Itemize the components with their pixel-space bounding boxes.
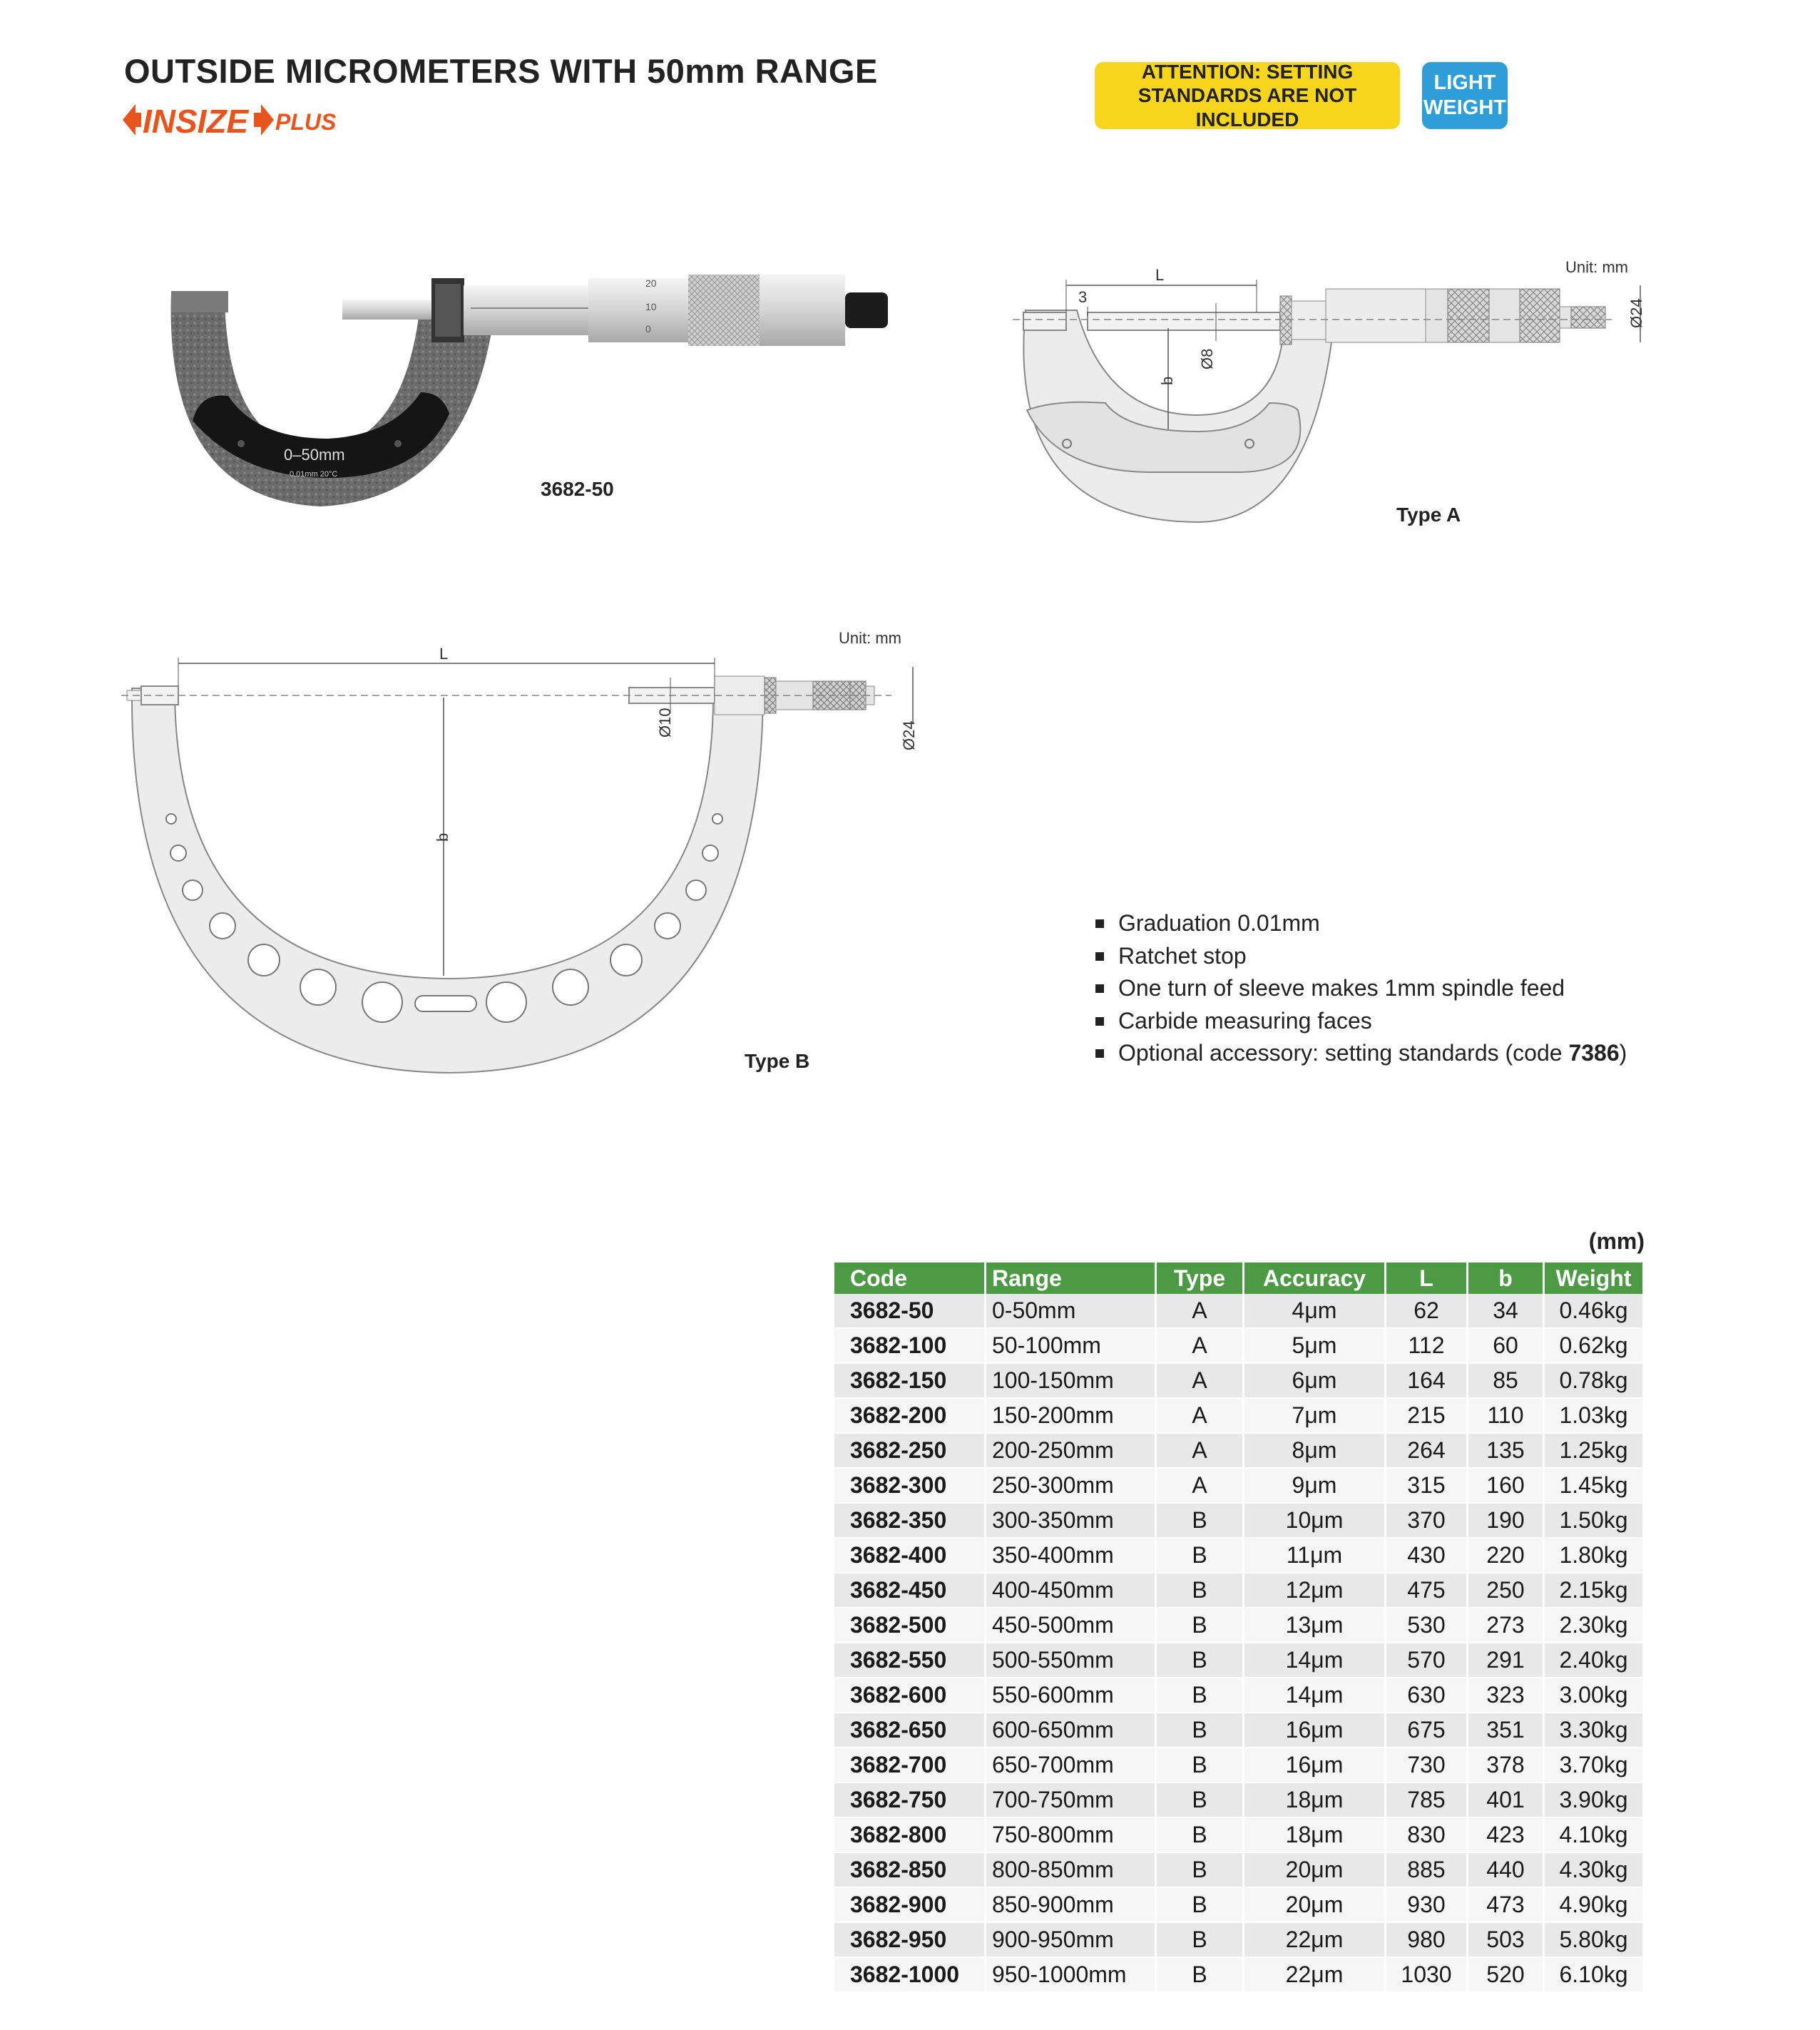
cell-range: 600-650mm [986, 1713, 1156, 1748]
cell-range: 450-500mm [986, 1608, 1156, 1643]
cell-weight: 4.10kg [1544, 1817, 1644, 1852]
cell-type: B [1156, 1503, 1244, 1538]
cell-weight: 1.80kg [1544, 1538, 1644, 1573]
cell-code: 3682-300 [834, 1468, 986, 1503]
cell-L: 315 [1386, 1468, 1468, 1503]
cell-type: B [1156, 1782, 1244, 1817]
cell-weight: 1.03kg [1544, 1398, 1644, 1433]
cell-b: 250 [1468, 1573, 1544, 1608]
cell-code: 3682-800 [834, 1817, 986, 1852]
table-header-row [834, 1263, 1644, 1294]
cell-L: 630 [1386, 1678, 1468, 1713]
cell-type: A [1156, 1468, 1244, 1503]
cell-code: 3682-250 [834, 1433, 986, 1468]
accessory-code: 7386 [1568, 1040, 1620, 1066]
table-row [834, 1433, 1644, 1468]
type-b-caption: Type B [745, 1050, 810, 1072]
cell-L: 885 [1386, 1852, 1468, 1887]
insize-logo [123, 100, 358, 143]
cell-L: 112 [1386, 1328, 1468, 1363]
table-row [834, 1363, 1644, 1398]
type-a-diagram [998, 257, 1655, 528]
cell-b: 220 [1468, 1538, 1544, 1573]
cell-accuracy: 6μm [1244, 1363, 1386, 1398]
cell-L: 370 [1386, 1503, 1468, 1538]
feature-item: One turn of sleeve makes 1mm spindle feed [1095, 972, 1627, 1005]
cell-type: B [1156, 1957, 1244, 1992]
table-row [834, 1538, 1644, 1573]
cell-code: 3682-900 [834, 1887, 986, 1922]
cell-range: 50-100mm [986, 1328, 1156, 1363]
cell-weight: 0.78kg [1544, 1363, 1644, 1398]
cell-b: 473 [1468, 1887, 1544, 1922]
cell-type: B [1156, 1713, 1244, 1748]
type-a-caption: Type A [1396, 504, 1461, 526]
cell-code: 3682-200 [834, 1398, 986, 1433]
cell-weight: 1.25kg [1544, 1433, 1644, 1468]
accessory-prefix: Optional accessory: setting standards (code [1118, 1040, 1569, 1066]
cell-type: A [1156, 1398, 1244, 1433]
cell-range: 100-150mm [986, 1363, 1156, 1398]
cell-L: 215 [1386, 1398, 1468, 1433]
cell-code: 3682-150 [834, 1363, 986, 1398]
cell-L: 264 [1386, 1433, 1468, 1468]
cell-type: B [1156, 1887, 1244, 1922]
cell-weight: 4.90kg [1544, 1887, 1644, 1922]
cell-accuracy: 22μm [1244, 1922, 1386, 1957]
cell-weight: 2.40kg [1544, 1643, 1644, 1678]
cell-range: 850-900mm [986, 1887, 1156, 1922]
cell-code: 3682-1000 [834, 1957, 986, 1992]
light-weight-badge: LIGHT WEIGHT [1422, 62, 1508, 129]
cell-accuracy: 22μm [1244, 1957, 1386, 1992]
type-b-dim-d24: Ø24 [900, 720, 918, 750]
cell-code: 3682-350 [834, 1503, 986, 1538]
type-b-dim-b: b [434, 832, 451, 842]
table-row [834, 1887, 1644, 1922]
col-accuracy: Accuracy [1244, 1263, 1386, 1294]
cell-weight: 2.15kg [1544, 1573, 1644, 1608]
cell-weight: 2.30kg [1544, 1608, 1644, 1643]
feature-item-accessory [1095, 1037, 1627, 1070]
feature-item: Ratchet stop [1095, 940, 1627, 973]
table-row [834, 1817, 1644, 1852]
cell-accuracy: 18μm [1244, 1782, 1386, 1817]
table-row [834, 1957, 1644, 1992]
cell-L: 675 [1386, 1713, 1468, 1748]
cell-code: 3682-750 [834, 1782, 986, 1817]
cell-accuracy: 13μm [1244, 1608, 1386, 1643]
table-row [834, 1713, 1644, 1748]
cell-weight: 0.62kg [1544, 1328, 1644, 1363]
cell-b: 60 [1468, 1328, 1544, 1363]
photo-caption: 3682-50 [541, 478, 614, 500]
cell-b: 34 [1468, 1294, 1544, 1328]
cell-weight: 3.30kg [1544, 1713, 1644, 1748]
table-unit: (mm) [1588, 1228, 1645, 1254]
table-row [834, 1328, 1644, 1363]
type-a-unit: Unit: mm [1565, 258, 1628, 276]
cell-type: B [1156, 1643, 1244, 1678]
cell-range: 0-50mm [986, 1294, 1156, 1328]
cell-b: 273 [1468, 1608, 1544, 1643]
cell-range: 250-300mm [986, 1468, 1156, 1503]
table-row [834, 1468, 1644, 1503]
cell-type: B [1156, 1608, 1244, 1643]
cell-b: 440 [1468, 1852, 1544, 1887]
cell-b: 503 [1468, 1922, 1544, 1957]
cell-accuracy: 18μm [1244, 1817, 1386, 1852]
thimble-scale-0: 0 [645, 323, 651, 335]
cell-accuracy: 7μm [1244, 1398, 1386, 1433]
cell-range: 400-450mm [986, 1573, 1156, 1608]
cell-b: 423 [1468, 1817, 1544, 1852]
cell-code: 3682-700 [834, 1748, 986, 1782]
micrometer-photo [150, 271, 920, 521]
feature-item: Carbide measuring faces [1095, 1005, 1627, 1038]
cell-accuracy: 20μm [1244, 1887, 1386, 1922]
col-type: Type [1156, 1263, 1244, 1294]
cell-code: 3682-650 [834, 1713, 986, 1748]
spec-table [834, 1263, 1645, 1993]
frame-spec-text: 0,01mm 20°C [290, 470, 338, 479]
table-row [834, 1922, 1644, 1957]
cell-accuracy: 9μm [1244, 1468, 1386, 1503]
cell-code: 3682-550 [834, 1643, 986, 1678]
cell-code: 3682-600 [834, 1678, 986, 1713]
thimble-scale-20: 20 [645, 277, 657, 289]
type-a-dim-b: b [1158, 376, 1176, 385]
cell-range: 750-800mm [986, 1817, 1156, 1852]
cell-b: 160 [1468, 1468, 1544, 1503]
cell-b: 135 [1468, 1433, 1544, 1468]
cell-code: 3682-950 [834, 1922, 986, 1957]
cell-range: 500-550mm [986, 1643, 1156, 1678]
cell-weight: 1.50kg [1544, 1503, 1644, 1538]
cell-code: 3682-850 [834, 1852, 986, 1887]
cell-L: 830 [1386, 1817, 1468, 1852]
cell-accuracy: 10μm [1244, 1503, 1386, 1538]
cell-code: 3682-50 [834, 1294, 986, 1328]
cell-L: 570 [1386, 1643, 1468, 1678]
cell-type: B [1156, 1748, 1244, 1782]
cell-b: 351 [1468, 1713, 1544, 1748]
col-b: b [1468, 1263, 1544, 1294]
table-row [834, 1782, 1644, 1817]
cell-weight: 6.10kg [1544, 1957, 1644, 1992]
cell-weight: 3.70kg [1544, 1748, 1644, 1782]
attention-badge: ATTENTION: SETTING STANDARDS ARE NOT INCLUDED [1095, 62, 1400, 129]
cell-L: 730 [1386, 1748, 1468, 1782]
cell-type: B [1156, 1922, 1244, 1957]
thimble-scale-10: 10 [645, 301, 657, 312]
col-L: L [1386, 1263, 1468, 1294]
cell-code: 3682-500 [834, 1608, 986, 1643]
cell-type: A [1156, 1294, 1244, 1328]
type-b-dim-d10: Ø10 [656, 708, 674, 738]
cell-b: 110 [1468, 1398, 1544, 1433]
cell-b: 401 [1468, 1782, 1544, 1817]
accessory-suffix: ) [1619, 1040, 1627, 1066]
cell-accuracy: 20μm [1244, 1852, 1386, 1887]
cell-type: B [1156, 1678, 1244, 1713]
cell-type: B [1156, 1852, 1244, 1887]
cell-L: 785 [1386, 1782, 1468, 1817]
cell-accuracy: 8μm [1244, 1433, 1386, 1468]
cell-weight: 3.90kg [1544, 1782, 1644, 1817]
cell-accuracy: 14μm [1244, 1678, 1386, 1713]
cell-L: 430 [1386, 1538, 1468, 1573]
cell-range: 550-600mm [986, 1678, 1156, 1713]
col-weight: Weight [1544, 1263, 1644, 1294]
cell-b: 291 [1468, 1643, 1544, 1678]
page-title: OUTSIDE MICROMETERS WITH 50mm RANGE [124, 52, 878, 90]
table-row [834, 1398, 1644, 1433]
cell-accuracy: 12μm [1244, 1573, 1386, 1608]
cell-L: 530 [1386, 1608, 1468, 1643]
cell-b: 378 [1468, 1748, 1544, 1782]
cell-weight: 0.46kg [1544, 1294, 1644, 1328]
col-range: Range [986, 1263, 1156, 1294]
cell-weight: 4.30kg [1544, 1852, 1644, 1887]
cell-type: B [1156, 1817, 1244, 1852]
cell-range: 900-950mm [986, 1922, 1156, 1957]
cell-b: 520 [1468, 1957, 1544, 1992]
cell-L: 164 [1386, 1363, 1468, 1398]
cell-L: 930 [1386, 1887, 1468, 1922]
table-row [834, 1294, 1644, 1328]
cell-type: B [1156, 1538, 1244, 1573]
cell-weight: 1.45kg [1544, 1468, 1644, 1503]
cell-range: 300-350mm [986, 1503, 1156, 1538]
cell-L: 475 [1386, 1573, 1468, 1608]
table-row [834, 1503, 1644, 1538]
cell-range: 800-850mm [986, 1852, 1156, 1887]
cell-accuracy: 14μm [1244, 1643, 1386, 1678]
cell-range: 700-750mm [986, 1782, 1156, 1817]
feature-list [1095, 907, 1627, 1070]
type-b-unit: Unit: mm [839, 629, 901, 647]
logo-suffix: PLUS [275, 109, 337, 135]
type-a-dim-L: L [1155, 266, 1165, 284]
cell-b: 323 [1468, 1678, 1544, 1713]
type-b-diagram [121, 642, 934, 1084]
cell-code: 3682-100 [834, 1328, 986, 1363]
cell-L: 1030 [1386, 1957, 1468, 1992]
table-row [834, 1852, 1644, 1887]
cell-range: 650-700mm [986, 1748, 1156, 1782]
frame-range-text: 0–50mm [284, 446, 345, 464]
cell-range: 950-1000mm [986, 1957, 1156, 1992]
cell-weight: 5.80kg [1544, 1922, 1644, 1957]
type-b-dim-L: L [439, 645, 449, 663]
cell-b: 85 [1468, 1363, 1544, 1398]
cell-range: 350-400mm [986, 1538, 1156, 1573]
spec-table-body [834, 1294, 1644, 1992]
table-row [834, 1643, 1644, 1678]
cell-type: B [1156, 1573, 1244, 1608]
cell-range: 150-200mm [986, 1398, 1156, 1433]
type-a-dim-3: 3 [1078, 288, 1088, 306]
cell-code: 3682-450 [834, 1573, 986, 1608]
cell-accuracy: 11μm [1244, 1538, 1386, 1573]
col-code: Code [834, 1263, 986, 1294]
table-row [834, 1678, 1644, 1713]
cell-accuracy: 16μm [1244, 1713, 1386, 1748]
cell-weight: 3.00kg [1544, 1678, 1644, 1713]
table-row [834, 1748, 1644, 1782]
cell-type: A [1156, 1363, 1244, 1398]
cell-accuracy: 5μm [1244, 1328, 1386, 1363]
feature-item: Graduation 0.01mm [1095, 907, 1627, 940]
table-row [834, 1608, 1644, 1643]
cell-range: 200-250mm [986, 1433, 1156, 1468]
type-a-dim-d24: Ø24 [1627, 298, 1645, 328]
cell-accuracy: 16μm [1244, 1748, 1386, 1782]
type-a-dim-d8: Ø8 [1198, 348, 1216, 369]
cell-b: 190 [1468, 1503, 1544, 1538]
cell-type: A [1156, 1433, 1244, 1468]
cell-type: A [1156, 1328, 1244, 1363]
cell-L: 62 [1386, 1294, 1468, 1328]
cell-accuracy: 4μm [1244, 1294, 1386, 1328]
cell-L: 980 [1386, 1922, 1468, 1957]
table-row [834, 1573, 1644, 1608]
logo-text: INSIZE [143, 103, 249, 140]
cell-code: 3682-400 [834, 1538, 986, 1573]
